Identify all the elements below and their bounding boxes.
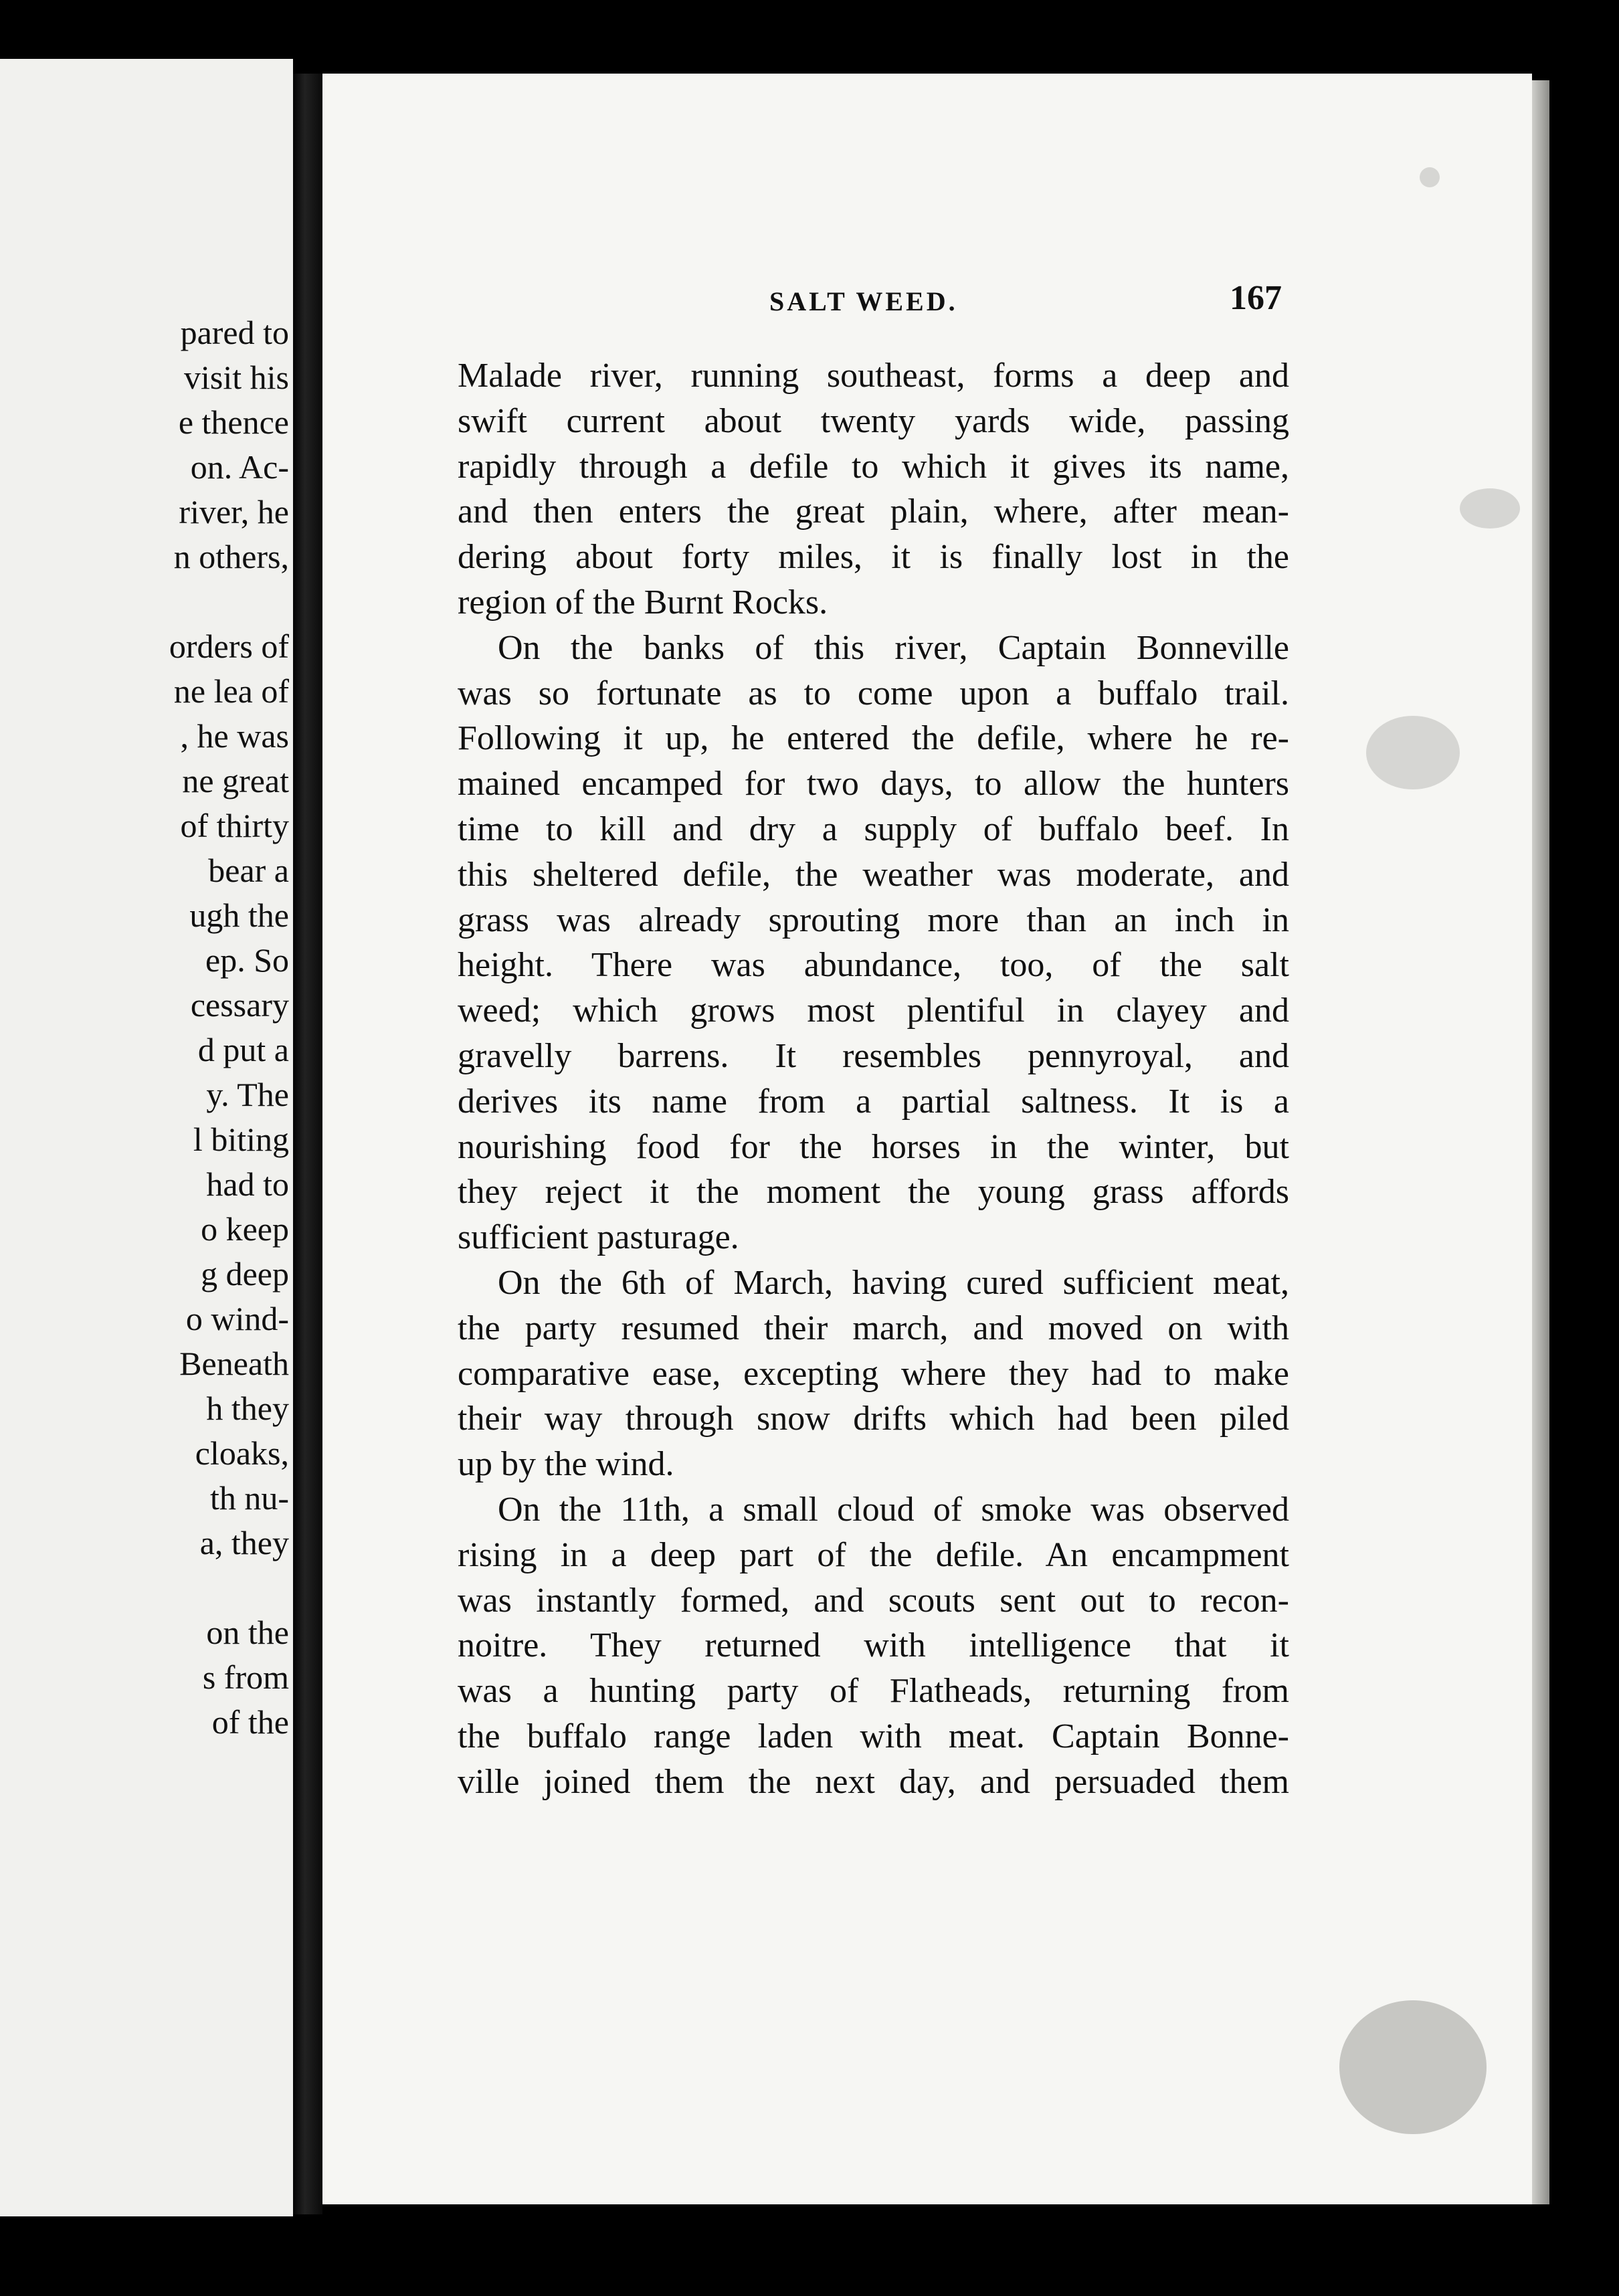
- text-line: Following it up, he entered the defile, where he re-: [458, 719, 1289, 758]
- text-line: ville joined them the next day, and persuaded them: [458, 1762, 1289, 1801]
- left-page-line: pared to: [180, 314, 289, 351]
- text-line: mained encamped for two days, to allow the hunters: [458, 765, 1289, 803]
- text-line: they reject it the moment the young grass affords: [458, 1173, 1289, 1212]
- left-page-line: cessary: [190, 986, 289, 1024]
- left-page-line: o wind-: [185, 1300, 289, 1337]
- paper-speck: [1366, 716, 1460, 789]
- running-head: SALT WEED.: [769, 286, 958, 316]
- left-page-line: y. The: [206, 1076, 289, 1113]
- text-line: was instantly formed, and scouts sent out to recon-: [458, 1581, 1289, 1620]
- paper-stain: [1339, 2000, 1487, 2134]
- text-line: comparative ease, excepting where they had to make: [458, 1354, 1289, 1393]
- left-page-line: ne lea of: [173, 672, 289, 710]
- left-page-line: visit his: [184, 359, 289, 396]
- left-page-line: , he was: [180, 717, 289, 755]
- left-page-line: bear a: [208, 852, 289, 889]
- text-line: rapidly through a defile to which it gives its name,: [458, 447, 1289, 486]
- text-line: gravelly barrens. It resembles pennyroyal, and: [458, 1037, 1289, 1075]
- text-line: On the 6th of March, having cured sufficient meat,: [498, 1264, 1289, 1302]
- text-line: rising in a deep part of the defile. An encampment: [458, 1535, 1289, 1574]
- left-page-line: Beneath: [179, 1345, 289, 1382]
- left-page-line: n others,: [173, 538, 289, 575]
- text-line: up by the wind.: [458, 1445, 674, 1484]
- text-line: the party resumed their march, and moved on with: [458, 1309, 1289, 1347]
- left-page-line: of the: [211, 1703, 289, 1741]
- text-line: region of the Burnt Rocks.: [458, 583, 828, 621]
- text-line: was so fortunate as to come upon a buffalo trail.: [458, 674, 1289, 712]
- text-line: was a hunting party of Flatheads, returning from: [458, 1672, 1289, 1711]
- text-line: noitre. They returned with intelligence that it: [458, 1626, 1289, 1665]
- book-gutter: [293, 74, 322, 2214]
- text-line: the buffalo range laden with meat. Captain Bonne-: [458, 1717, 1289, 1755]
- text-line: swift current about twenty yards wide, passing: [458, 401, 1289, 440]
- page-number: 167: [1230, 279, 1282, 317]
- left-page-line: th nu-: [209, 1479, 289, 1517]
- text-line: sufficient pasturage.: [458, 1218, 739, 1257]
- left-page-line: cloaks,: [195, 1434, 289, 1472]
- left-page-line: had to: [206, 1165, 289, 1203]
- text-line: their way through snow drifts which had been piled: [458, 1400, 1289, 1438]
- text-line: dering about forty miles, it is finally lost in the: [458, 538, 1289, 577]
- left-page-line: a, they: [199, 1524, 289, 1561]
- text-line: time to kill and dry a supply of buffalo beef. In: [458, 810, 1289, 848]
- left-page-line: l biting: [193, 1121, 289, 1158]
- left-page-line: on. Ac-: [190, 448, 289, 486]
- left-page-line: g deep: [201, 1255, 289, 1293]
- text-line: On the banks of this river, Captain Bonneville: [498, 628, 1289, 667]
- left-page-line: ugh the: [189, 896, 289, 934]
- left-page-line: o keep: [201, 1210, 289, 1248]
- left-page-line: e thence: [178, 403, 289, 441]
- text-line: nourishing food for the horses in the winter, but: [458, 1127, 1289, 1166]
- left-page-line: s from: [202, 1658, 289, 1696]
- left-page-line: orders of: [169, 628, 289, 665]
- text-line: derives its name from a partial saltness. It is a: [458, 1082, 1289, 1121]
- left-page-line: d put a: [197, 1031, 289, 1068]
- text-line: this sheltered defile, the weather was moderate, and: [458, 855, 1289, 894]
- left-page-line: of thirty: [180, 807, 289, 844]
- left-page-line: ne great: [182, 762, 289, 799]
- paper-speck: [1460, 488, 1520, 529]
- text-line: Malade river, running southeast, forms a deep and: [458, 357, 1289, 395]
- text-line: weed; which grows most plentiful in clayey and: [458, 991, 1289, 1030]
- left-page-line: on the: [206, 1614, 289, 1651]
- text-line: On the 11th, a small cloud of smoke was observed: [498, 1491, 1289, 1529]
- text-line: and then enters the great plain, where, after mean-: [458, 492, 1289, 531]
- left-page-line: ep. So: [205, 941, 289, 979]
- text-line: grass was already sprouting more than an inch in: [458, 900, 1289, 939]
- text-line: height. There was abundance, too, of the salt: [458, 946, 1289, 985]
- left-page-line: h they: [206, 1390, 289, 1427]
- paper-speck: [1420, 167, 1440, 187]
- left-page-fragment: [0, 59, 293, 2216]
- left-page-line: river, he: [179, 493, 289, 531]
- page-edge: [1532, 80, 1549, 2204]
